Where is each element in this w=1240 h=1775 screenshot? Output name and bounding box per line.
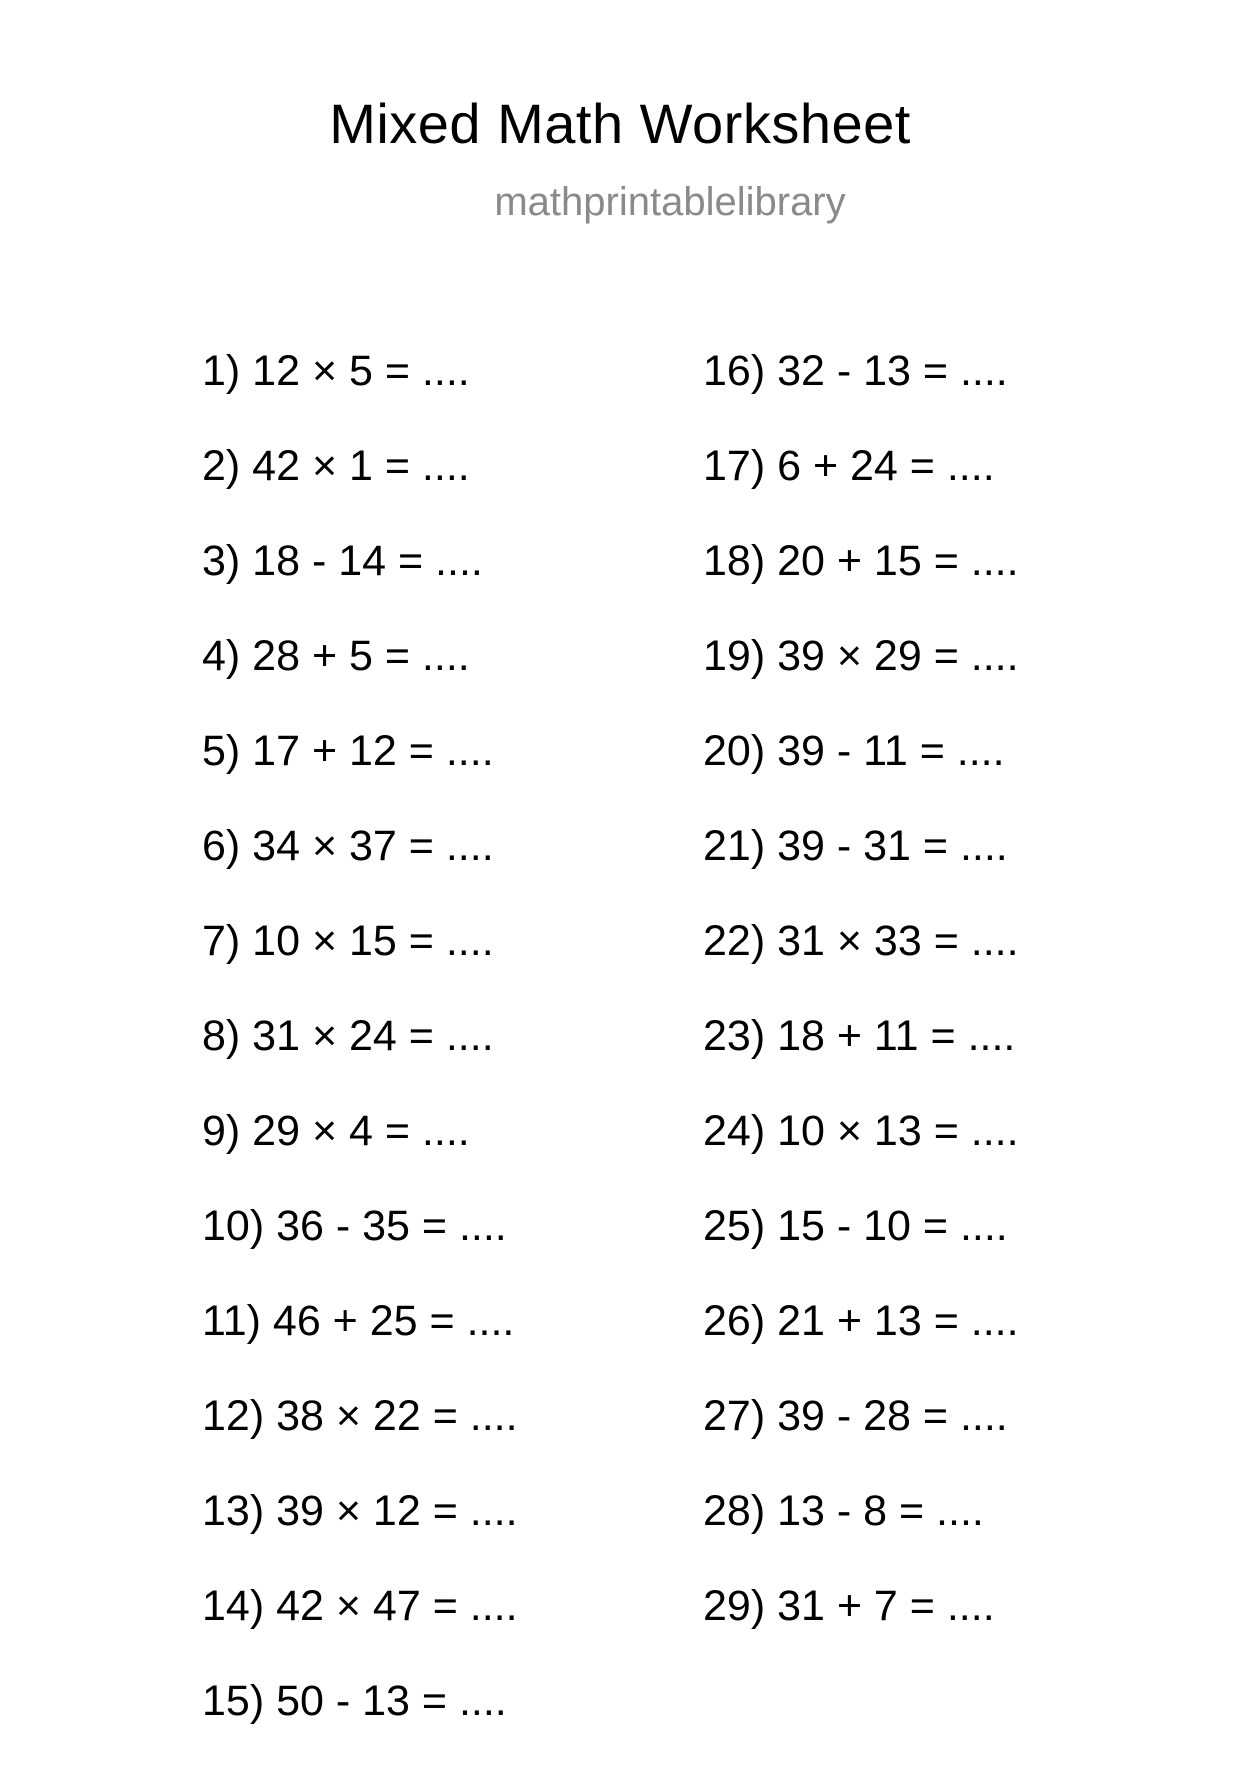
problem-4: 4) 28 + 5 = ....	[202, 632, 470, 680]
problem-column-left	[202, 347, 518, 1775]
problem-20: 20) 39 - 11 = ....	[703, 727, 1005, 775]
problem-13: 13) 39 × 12 = ....	[202, 1487, 518, 1535]
problem-1: 1) 12 × 5 = ....	[202, 347, 470, 395]
problem-11: 11) 46 + 25 = ....	[202, 1297, 515, 1345]
problem-24: 24) 10 × 13 = ....	[703, 1107, 1019, 1155]
page-subtitle: mathprintablelibrary	[494, 180, 846, 224]
problem-25: 25) 15 - 10 = ....	[703, 1202, 1008, 1250]
problem-10: 10) 36 - 35 = ....	[202, 1202, 507, 1250]
problem-15: 15) 50 - 13 = ....	[202, 1677, 507, 1725]
problem-7: 7) 10 × 15 = ....	[202, 917, 494, 965]
problem-5: 5) 17 + 12 = ....	[202, 727, 494, 775]
problem-6: 6) 34 × 37 = ....	[202, 822, 494, 870]
problem-9: 9) 29 × 4 = ....	[202, 1107, 470, 1155]
problem-2: 2) 42 × 1 = ....	[202, 442, 470, 490]
problem-column-right	[703, 347, 1019, 1680]
problem-16: 16) 32 - 13 = ....	[703, 347, 1008, 395]
problem-27: 27) 39 - 28 = ....	[703, 1392, 1008, 1440]
problem-14: 14) 42 × 47 = ....	[202, 1582, 518, 1630]
problem-28: 28) 13 - 8 = ....	[703, 1487, 984, 1535]
page-title: Mixed Math Worksheet	[329, 92, 911, 155]
problem-19: 19) 39 × 29 = ....	[703, 632, 1019, 680]
problem-22: 22) 31 × 33 = ....	[703, 917, 1019, 965]
problem-21: 21) 39 - 31 = ....	[703, 822, 1008, 870]
problem-18: 18) 20 + 15 = ....	[703, 537, 1019, 585]
problem-3: 3) 18 - 14 = ....	[202, 537, 483, 585]
problem-17: 17) 6 + 24 = ....	[703, 442, 995, 490]
problem-12: 12) 38 × 22 = ....	[202, 1392, 518, 1440]
problem-29: 29) 31 + 7 = ....	[703, 1582, 995, 1630]
problem-8: 8) 31 × 24 = ....	[202, 1012, 494, 1060]
problem-23: 23) 18 + 11 = ....	[703, 1012, 1016, 1060]
problem-26: 26) 21 + 13 = ....	[703, 1297, 1019, 1345]
